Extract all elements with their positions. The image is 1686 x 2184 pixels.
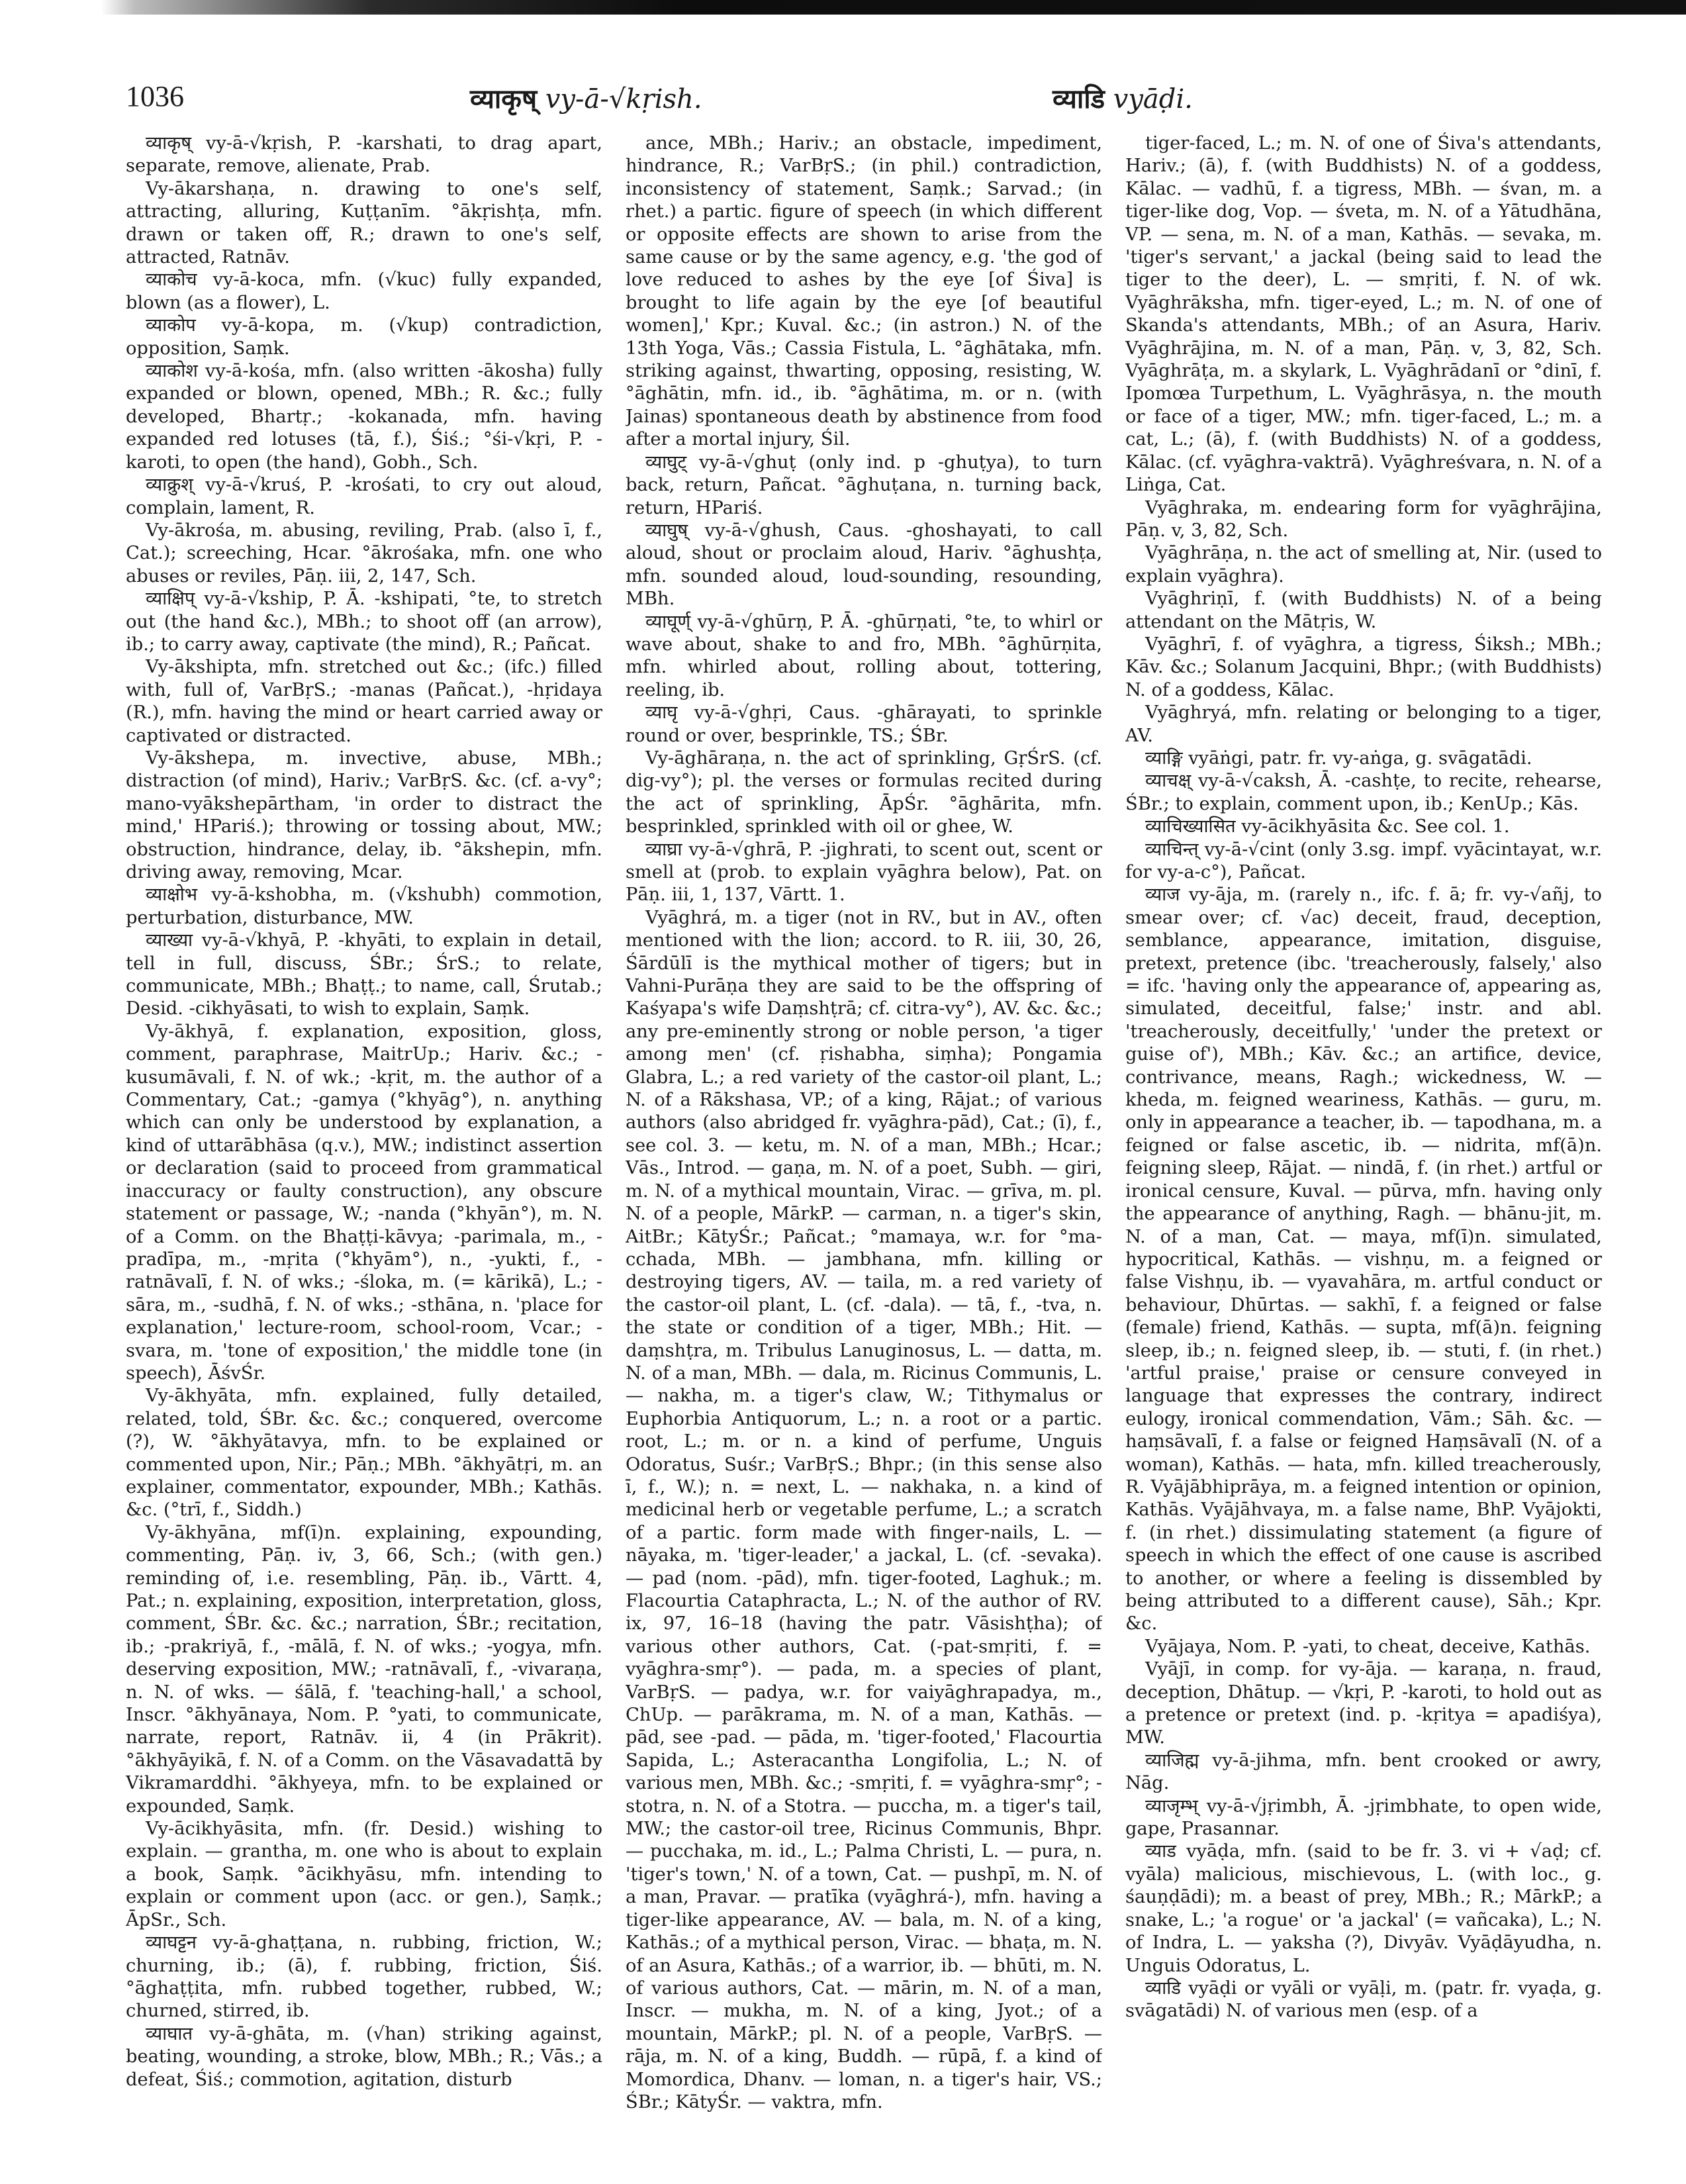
header-left-translit: vy-ā-√kṛish.	[545, 84, 702, 115]
running-header	[126, 79, 1609, 126]
scan-edge-bar	[0, 0, 1686, 15]
dictionary-entry: व्याघुष् vy-ā-√ghush, Caus. -ghoshayati, to call aloud, shout or proclaim aloud, Hariv. °āghushṭa, mfn. sounded aloud, loud-sounding, resounding, MBh.	[626, 520, 1102, 610]
dictionary-entry: Vy-ācikhyāsita, mfn. (fr. Desid.) wishing to explain. — grantha, m. one who is about to explain a book, Saṃk. °ācikhyāsu, mfn. intending to explain or comment upon (acc. or gen.), Saṃk.; ĀpSr., Sch.	[126, 1819, 602, 1930]
header-left-headword	[470, 79, 702, 116]
dictionary-entry: व्याकोप vy-ā-kopa, m. (√kup) contradiction, opposition, Saṃk.	[126, 315, 602, 359]
dictionary-entry: व्याचिन्त् vy-ā-√cint (only 3.sg. impf. vyācintayat, w.r. for vy-a-c°), Pañcat.	[1125, 839, 1602, 882]
header-right-headword	[1053, 79, 1193, 116]
dictionary-entry: व्याक्षिप् vy-ā-√kship, P. Ā. -kshipati, °te, to stretch out (the hand &c.), MBh.; to shoot off (an arrow), ib.; to carry away, captivate (the mind), R.; Pañcat.	[126, 589, 602, 655]
column-1	[126, 132, 602, 2152]
dictionary-entry: व्याघुट् vy-ā-√ghuṭ (only ind. p -ghuṭya), to turn back, return, Pañcat. °āghuṭana, n. turning back, return, HPariś.	[626, 451, 1102, 518]
dictionary-entry: व्याघ्रा vy-ā-√ghrā, P. -jighrati, to scent out, scent or smell at (prob. to explain vyāghra below), Pat. on Pāṇ. iii, 1, 137, Vārtt. 1.	[626, 839, 1102, 906]
dictionary-entry: Vy-ākhyā, f. explanation, exposition, gloss, comment, paraphrase, MaitrUp.; Hariv. &c.; -kusumāvali, f. N. of wk.; -kṛit, m. the author of a Commentary, Cat.; -gamya (°khyāg°), n. anything which can only be understood by explanation, a kind of uttarābhāsa (q.v.), MW.; indistinct assertion or declaration (said to proceed from grammatical inaccuracy or faulty construction), any obscure statement or passage, W.; -nanda (°khyān°), m. N. of a Comm. on the Bhaṭṭi-kāvya; -parimala, m., -pradīpa, m., -mṛita (°khyām°), n., -yukti, f., -ratnāvalī, f. N. of wks.; -śloka, m. (= kārikā), L.; -sāra, m., -sudhā, f. N. of wks.; -sthāna, n. 'place for explanation,' lecture-room, school-room, Vcar.; -svara, m. 'tone of exposition,' the middle tone (in speech), ĀśvŚr.	[126, 1021, 602, 1384]
dictionary-entry: व्याचिख्यासित vy-ācikhyāsita &c. See col. 1.	[1145, 816, 1510, 837]
dictionary-entry: Vyāghriṇī, f. (with Buddhists) N. of a being attendant on the Mātṛis, W.	[1125, 589, 1602, 632]
dictionary-entry: Vyāghrāṇa, n. the act of smelling at, Nir. (used to explain vyāghra).	[1125, 543, 1602, 587]
dictionary-entry: ance, MBh.; Hariv.; an obstacle, impediment, hindrance, R.; VarBṛS.; (in phil.) contradiction, inconsistency of statement, Saṃk.; Sarvad.; (in rhet.) a partic. figure of speech (in which different or opposite effects are shown to arise from the same cause or by the same agency, e.g. 'the god of love reduced to ashes by the eye [of Śiva] is brought to life again by the eye [of beautiful women],' Kpr.; Kuval. &c.; (in astron.) N. of the 13th Yoga, Vās.; Cassia Fistula, L. °āghātaka, mfn. striking against, thwarting, opposing, resisting, W. °āghātin, mfn. id., ib. °āghātima, m. or n. (with Jainas) spontaneous death by abstinence from food after a mortal injury, Śil.	[626, 133, 1102, 450]
dictionary-entry: व्याक्रुश् vy-ā-√kruś, P. -krośati, to cry out aloud, complain, lament, R.	[126, 475, 602, 518]
dictionary-entry: व्याक्षोभ vy-ā-kshobha, m. (√kshubh) commotion, perturbation, disturbance, MW.	[126, 884, 602, 928]
dictionary-entry: Vyāghrī, f. of vyāghra, a tigress, Śiksh.; MBh.; Kāv. &c.; Solanum Jacquini, Bhpr.; (with Buddhists) N. of a goddess, Kālac.	[1125, 634, 1602, 700]
dictionary-entry: व्याघृ vy-ā-√ghṛi, Caus. -ghārayati, to sprinkle round or over, besprinkle, TS.; ŚBr.	[626, 702, 1102, 746]
dictionary-entry: Vy-āghāraṇa, n. the act of sprinkling, GṛŚrS. (cf. dig-vy°); pl. the verses or formulas recited during the act of sprinkling, ĀpŚr. °āghārita, mfn. besprinkled, sprinkled with oil or ghee, W.	[626, 747, 1102, 837]
dictionary-entry: Vyāghryá, mfn. relating or belonging to a tiger, AV.	[1125, 702, 1602, 746]
dictionary-entry: व्याख्या vy-ā-√khyā, P. -khyāti, to explain in detail, tell in full, discuss, ŚBr.; ŚrS.; to relate, communicate, MBh.; Bhaṭṭ.; to name, call, Śrutab.; Desid. -cikhyāsati, to wish to explain, Saṃk.	[126, 930, 602, 1020]
dictionary-entry: Vyāghraka, m. endearing form for vyāghrājina, Pāṇ. v, 3, 82, Sch.	[1125, 497, 1602, 541]
dictionary-entry: व्याड vyāḍa, mfn. (said to be fr. 3. vi + √aḍ; cf. vyāla) malicious, mischievous, L. (with loc., g. śauṇḍādi); m. a beast of prey, MBh.; R.; MārkP.; a snake, L.; 'a rogue' or 'a jackal' (= vañcaka), L.; N. of Indra, L. — yaksha (?), Divyāv. Vyāḍāyudha, n. Unguis Odoratus, L.	[1125, 1841, 1602, 1976]
dictionary-entry: Vyājī, in comp. for vy-āja. — karaṇa, n. fraud, deception, Dhātup. — √kṛi, P. -karoti, to hold out as a pretence or pretext (ind. p. -kṛitya = apadiśya), MW.	[1125, 1659, 1602, 1748]
dictionary-entry: Vyāghrá, m. a tiger (not in RV., but in AV., often mentioned with the lion; accord. to R. iii, 30, 26, Śārdūlī is the mythical mother of tigers; but in Vahni-Purāṇa they are said to be the offspring of Kaśyapa's wife Daṃshṭrā; cf. citra-vy°), AV. &c. &c.; any pre-eminently strong or noble person, 'a tiger among men' (cf. ṛishabha, siṃha); Pongamia Glabra, L.; a red variety of the castor-oil plant, L.; N. of a Rākshasa, VP.; of a king, Rājat.; of various authors (also abridged fr. vyāghra-pād), Cat.; (ī), f., see col. 3. — ketu, m. N. of a man, MBh.; Hcar.; Vās., Introd. — gaṇa, m. N. of a poet, Subh. — giri, m. N. of a mythical mountain, Virac. — grīva, m. pl. N. of a people, MārkP. — carman, n. a tiger's skin, AitBr.; KātyŚr.; Pañcat.; °mamaya, w.r. for °ma-cchada, MBh. — jambhana, mfn. killing or destroying tigers, AV. — taila, m. a red variety of the castor-oil plant, L. (cf. -dala). — tā, f., -tva, n. the state or condition of a tiger, MBh.; Hit. — daṃshṭra, m. Tribulus Lanuginosus, L. — datta, m. N. of a man, MBh. — dala, m. Ricinus Communis, L. — nakha, m. a tiger's claw, W.; Tithymalus or Euphorbia Antiquorum, L.; n. a root or a partic. root, L.; m. or n. a kind of perfume, Unguis Odoratus, Suśr.; VarBṛS.; Bhpr.; (in this sense also ī, f., W.); n. = next, L. — nakhaka, n. a kind of medicinal herb or vegetable perfume, L.; a scratch of a partic. form made with finger-nails, L. — nāyaka, m. 'tiger-leader,' a jackal, L. (cf. -sevaka). — pad (nom. -pād), mfn. tiger-footed, Laghuk.; m. Flacourtia Cataphracta, L.; N. of the author of RV. ix, 97, 16–18 (having the patr. Vāsishṭha); of various other authors, Cat. (-pat-smṛiti, f. = vyāghra-smṛ°). — pada, m. a species of plant, VarBṛS. — padya, w.r. for vaiyāghrapadya, m., ChUp. — parākrama, m. N. of a man, Kathās. — pād, see -pad. — pāda, m. 'tiger-footed,' Flacourtia Sapida, L.; Asteracantha Longifolia, L.; N. of various men, MBh. &c.; -smṛiti, f. = vyāghra-smṛ°; -stotra, n. N. of a Stotra. — puccha, m. a tiger's tail, MW.; the castor-oil tree, Ricinus Communis, Bhpr. — pucchaka, m. id., L.; Palma Christi, L. — pura, n. 'tiger's town,' N. of a town, Cat. — pushpī, m. N. of a man, Pravar. — pratīka (vyāghrá-), mfn. having a tiger-like appearance, AV. — bala, m. N. of a king, Kathās.; of a mythical person, Virac. — bhaṭa, m. N. of an Asura, Kathās.; of a warrior, ib. — bhūti, m. N. of various authors, Cat. — mārin, m. N. of a man, Inscr. — mukha, m. N. of a king, Jyot.; of a mountain, MārkP.; pl. N. of a people, VarBṛS. — rāja, m. N. of a king, Buddh. — rūpā, f. a kind of Momordica, Dhanv. — loman, n. a tiger's hair, VS.; ŚBr.; KātyŚr. — vaktra, mfn.	[626, 907, 1102, 2113]
header-right-translit: vyāḍi.	[1113, 84, 1193, 115]
dictionary-entry: व्याकृष् vy-ā-√kṛish, P. -karshati, to drag apart, separate, remove, alienate, Prab.	[126, 133, 602, 177]
dictionary-entry: व्याजिह्म vy-ā-jihma, mfn. bent crooked or awry, Nāg.	[1125, 1750, 1602, 1794]
text-columns	[126, 132, 1609, 2158]
dictionary-entry: व्याकोच vy-ā-koca, mfn. (√kuc) fully expanded, blown (as a flower), L.	[126, 269, 602, 313]
dictionary-entry: व्याडि vyāḍi or vyāli or vyāḷi, m. (patr. fr. vyaḍa, g. svāgatādi) N. of various men (esp. of a	[1125, 1977, 1602, 2022]
dictionary-entry: Vy-ākrośa, m. abusing, reviling, Prab. (also ī, f., Cat.); screeching, Hcar. °ākrośaka, mfn. one who abuses or reviles, Pāṇ. iii, 2, 147, Sch.	[126, 520, 602, 587]
dictionary-entry: Vy-ākarshaṇa, n. drawing to one's self, attracting, alluring, Kuṭṭanīm. °ākṛishṭa, mfn. drawn or taken off, R.; drawn to one's self, attracted, Ratnāv.	[126, 178, 602, 268]
dictionary-entry: Vy-ākshipta, mfn. stretched out &c.; (ifc.) filled with, full of, VarBṛS.; -manas (Pañcat.), -hṛidaya (R.), mfn. having the mind or heart carried away or captivated or distracted.	[126, 657, 602, 746]
dictionary-entry: व्याज vy-āja, m. (rarely n., ifc. f. ā; fr. vy-√añj, to smear over; cf. √ac) deceit, fraud, deception, semblance, appearance, imitation, disguise, pretext, pretence (ibc. 'treacherously, falsely,' also = ifc. 'having only the appearance of, appearing as, simulated, deceitful, false;' instr. and abl. 'treacherously, deceitfully,' 'under the pretext or guise of'), MBh.; Kāv. &c.; an artifice, device, contrivance, means, Ragh.; wickedness, W. — kheda, m. feigned weariness, Kathās. — guru, m. only in appearance a teacher, ib. — tapodhana, m. a feigned or false ascetic, ib. — nidrita, mf(ā)n. feigning sleep, Rājat. — nindā, f. (in rhet.) artful or ironical censure, Kuval. — pūrva, mfn. having only the appearance of anything, Ragh. — bhānu-jit, m. N. of a man, Cat. — maya, mf(ī)n. simulated, hypocritical, Kathās. — vishṇu, m. a feigned or false Vishṇu, ib. — vyavahāra, m. artful conduct or behaviour, Dhūrtas. — sakhī, f. a feigned or false (female) friend, Kathās. — supta, mf(ā)n. feigning sleep, ib.; n. feigned sleep, ib. — stuti, f. (in rhet.) 'artful praise,' praise or censure conveyed in language that expresses the contrary, indirect eulogy, ironical commendation, Vām.; Sāh. &c. — haṃsāvalī, f. a false or feigned Haṃsāvalī (N. of a woman), Kathās. — hata, mfn. killed treacherously, R. Vyājābhiprāya, m. a feigned intention or opinion, Kathās. Vyājāhvaya, m. a false name, BhP. Vyājokti, f. (in rhet.) dissimulating statement (a figure of speech in which the effect of one cause is ascribed to another, or where a feeling is dissembled by being attributed to a different cause), Sāh.; Kpr. &c.	[1125, 884, 1602, 1635]
column-3	[1125, 132, 1602, 2152]
dictionary-entry: व्याकोश vy-ā-kośa, mfn. (also written -ākosha) fully expanded or blown, opened, MBh.; R. &c.; fully developed, Bhartṛ.; -kokanada, mfn. having expanded red lotuses (tā, f.), Śiś.; °śi-√kṛi, P. -karoti, to open (the hand), Gobh., Sch.	[126, 361, 602, 473]
dictionary-entry: Vy-ākhyāta, mfn. explained, fully detailed, related, told, ŚBr. &c. &c.; conquered, overcome (?), W. °ākhyātavya, mfn. to be explained or commented upon, Nir.; Pāṇ.; MBh. °ākhyātṛi, m. an explainer, commentator, expounder, MBh.; Kathās. &c. (°trī, f., Siddh.)	[126, 1386, 602, 1521]
header-left-devanagari: व्याकृष्	[470, 83, 538, 115]
page-number: 1036	[126, 80, 184, 113]
dictionary-entry: Vy-ākshepa, m. invective, abuse, MBh.; distraction (of mind), Hariv.; VarBṛS. &c. (cf. a-vy°; mano-vyākshepārtham, 'in order to distract the mind,' HPariś.); throwing or tossing about, MW.; obstruction, hindrance, delay, ib. °ākshepin, mfn. driving away, removing, Mcar.	[126, 747, 602, 882]
column-2	[626, 132, 1102, 2152]
dictionary-page	[126, 79, 1609, 2113]
dictionary-entry: व्याजृम्भ् vy-ā-√jṛimbh, Ā. -jṛimbhate, to open wide, gape, Prasannar.	[1125, 1795, 1602, 1840]
dictionary-entry: व्याचक्ष् vy-ā-√caksh, Ā. -cashṭe, to recite, rehearse, ŚBr.; to explain, comment upon, ib.; KenUp.; Kās.	[1125, 771, 1602, 814]
dictionary-entry: व्याघूर्ण् vy-ā-√ghūrṇ, P. Ā. -ghūrṇati, °te, to whirl or wave about, shake to and fro, MBh. °āghūrṇita, mfn. whirled about, rolling about, tottering, reeling, ib.	[626, 611, 1102, 700]
dictionary-entry: व्याघट्टन vy-ā-ghaṭṭana, n. rubbing, friction, W.; churning, ib.; (ā), f. rubbing, friction, Śiś. °āghaṭṭita, mfn. rubbed together, rubbed, W.; churned, stirred, ib.	[126, 1932, 602, 2022]
dictionary-entry: व्याङ्गि vyāṅgi, patr. fr. vy-aṅga, g. svāgatādi.	[1145, 747, 1532, 769]
header-right-devanagari: व्याडि	[1053, 83, 1105, 115]
dictionary-entry: Vy-ākhyāna, mf(ī)n. explaining, expounding, commenting, Pāṇ. iv, 3, 66, Sch.; (with gen.) reminding of, i.e. resembling, Pāṇ. ib., Vārtt. 4, Pat.; n. explaining, exposition, interpretation, gloss, comment, ŚBr. &c. &c.; narration, ŚBr.; recitation, ib.; -prakriyā, f., -mālā, f. N. of wks.; -yogya, mfn. deserving exposition, MW.; -ratnāvalī, f., -vivaraṇa, n. N. of wks. — śālā, f. 'teaching-hall,' a school, Inscr. °ākhyānaya, Nom. P. °yati, to communicate, narrate, report, Ratnāv. ii, 4 (in Prākrit). °ākhyāyikā, f. N. of a Comm. on the Vāsavadattā by Vikramarddhi. °ākhyeya, mfn. to be explained or expounded, Saṃk.	[126, 1522, 602, 1817]
dictionary-entry: Vyājaya, Nom. P. -yati, to cheat, deceive, Kathās.	[1145, 1636, 1591, 1657]
dictionary-entry: tiger-faced, L.; m. N. of one of Śiva's attendants, Hariv.; (ā), f. (with Buddhists) N. of a goddess, Kālac. — vadhū, f. a tigress, MBh. — śvan, m. a tiger-like dog, Vop. — śveta, m. N. of a Yātudhāna, VP. — sena, m. N. of a man, Kathās. — sevaka, m. 'tiger's servant,' a jackal (being said to lead the tiger to the deer), L. — smṛiti, f. N. of wk. Vyāghrāksha, mfn. tiger-eyed, L.; m. N. of one of Skanda's attendants, MBh.; of an Asura, Hariv. Vyāghrājina, m. N. of a man, Pāṇ. v, 3, 82, Sch. Vyāghrāṭa, m. a skylark, L. Vyāghrādanī or °dinī, f. Ipomœa Turpethum, L. Vyāghrāsya, n. the mouth or face of a tiger, MW.; mfn. tiger-faced, L.; m. a cat, L.; (ā), f. (with Buddhists) N. of a goddess, Kālac. (cf. vyāghra-vaktrā). Vyāghreśvara, n. N. of a Liṅga, Cat.	[1125, 133, 1602, 496]
dictionary-entry: व्याघात vy-ā-ghāta, m. (√han) striking against, beating, wounding, a stroke, blow, MBh.; R.; Vās.; a defeat, Śiś.; commotion, agitation, disturb	[126, 2023, 602, 2090]
